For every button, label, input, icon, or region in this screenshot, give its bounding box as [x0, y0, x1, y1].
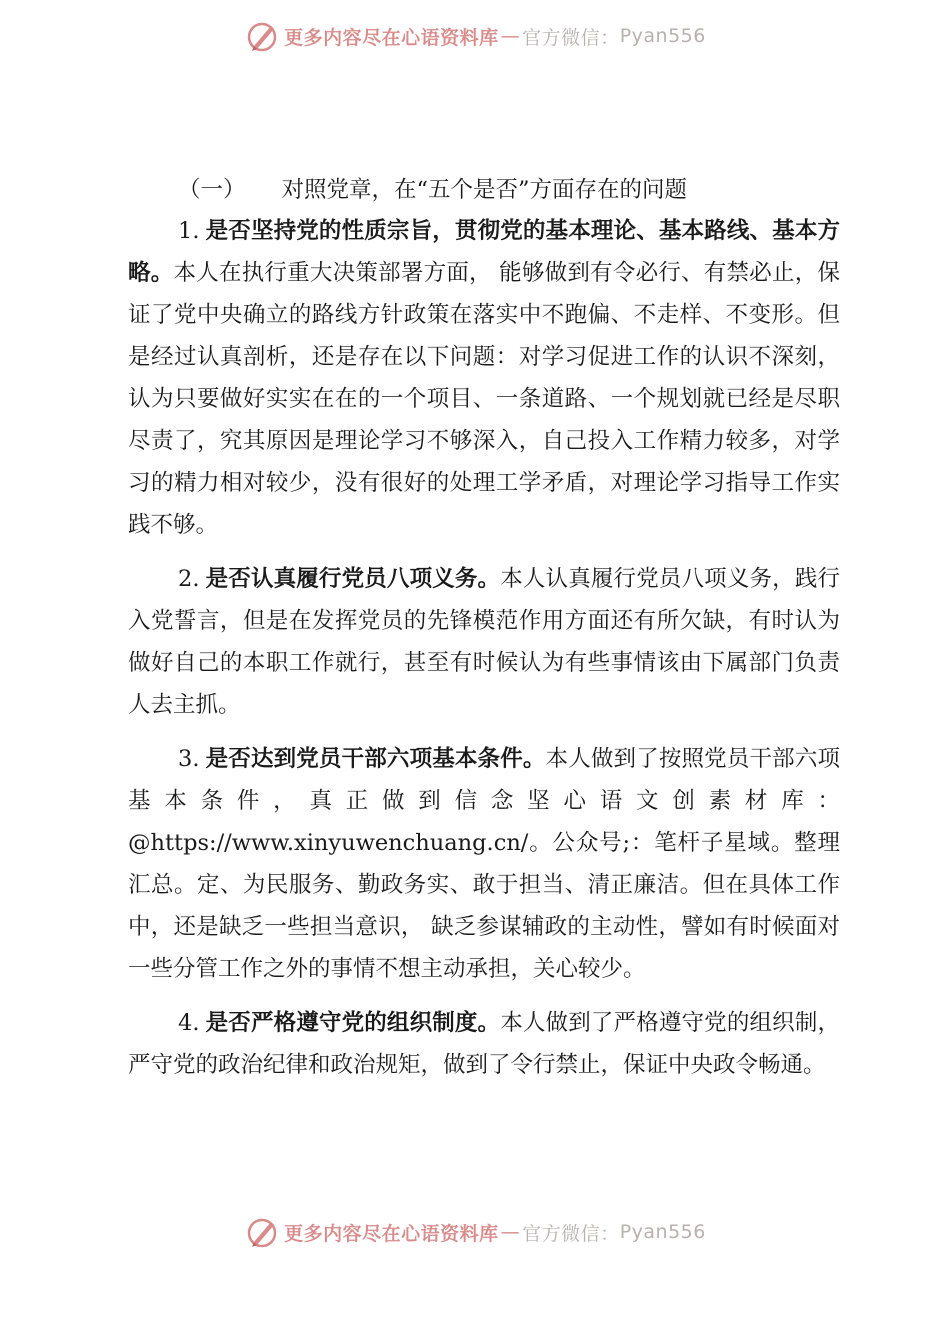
- paragraph-3: [128, 738, 840, 990]
- paragraph-bold-lead: 是否坚持党的性质宗旨，贯彻党的基本理论、基本路线、基本方略。: [128, 218, 840, 286]
- watermark-text-red: 更多内容尽在心语资料库: [284, 26, 499, 49]
- paragraph-1: [128, 210, 840, 546]
- paragraph-text: 本人做到了按照党员干部六项基本条件，真正做到信念坚心语文创素材库：@https://www.xinyuwenchuang.cn/。公众号;：笔杆子星域。整理汇总。定、为民服务、勤政务实、敢于担当、清正廉洁。但在具体工作中，还是缺乏一些担当意识， 缺乏参谋辅政的主动性，譬如有时候面对一些分管工作之外的事情不想主动承担，关心较少。: [128, 746, 840, 982]
- paragraph-number: 4.: [178, 1010, 200, 1036]
- pen-logo-icon: [244, 18, 280, 54]
- watermark-dash: —: [500, 1221, 521, 1243]
- paragraph-text: 本人认真履行党员八项义务，践行入党誓言，但是在发挥党员的先锋模范作用方面还有所欠缺，有时认为做好自己的本职工作就行，甚至有时候认为有些事情该由下属部门负责人去主抓。: [128, 566, 840, 718]
- watermark-wechat-id: Pyan556: [619, 1221, 706, 1243]
- paragraph-number: 1.: [178, 218, 200, 244]
- watermark-text-gray: 官方微信：: [522, 26, 620, 49]
- paragraph-text: 本人在执行重大决策部署方面， 能够做到有令必行、有禁必止，保证了党中央确立的路线方针政策在落实中不跑偏、不走样、不变形。但是经过认真剖析，还是存在以下问题：对学习促进工作的认识不深刻，认为只要做好实实在在的一个项目、一条道路、一个规划就已经是尽职尽责了，究其原因是理论学习不够深入，自己投入工作精力较多，对学习的精力相对较少，没有很好的处理工学矛盾，对理论学习指导工作实践不够。: [128, 260, 840, 538]
- watermark-banner-top: [0, 16, 950, 56]
- watermark-wechat-id: Pyan556: [619, 25, 706, 47]
- paragraph-4: [128, 1002, 840, 1086]
- paragraph-number: 3.: [178, 746, 200, 772]
- paragraph-bold-lead: 是否达到党员干部六项基本条件。: [205, 746, 546, 772]
- watermark-text-red: 更多内容尽在心语资料库: [284, 1222, 499, 1245]
- paragraph-text: 本人做到了严格遵守党的组织制，严守党的政治纪律和政治规矩，做到了令行禁止，保证中央政令畅通。: [128, 1010, 840, 1078]
- paragraph-2: [128, 558, 840, 726]
- paragraph-number: 2.: [178, 566, 200, 592]
- section-heading: [178, 170, 840, 210]
- section-title: 对照党章，在“五个是否”方面存在的问题: [281, 177, 688, 203]
- paragraph-bold-lead: 是否严格遵守党的组织制度。: [205, 1010, 501, 1036]
- document-body: [128, 170, 840, 1098]
- watermark-text-gray: 官方微信：: [522, 1222, 620, 1245]
- watermark-dash: —: [500, 25, 521, 47]
- section-number: （一）: [178, 177, 246, 203]
- pen-logo-icon: [244, 1214, 280, 1250]
- watermark-banner-bottom: [0, 1212, 950, 1252]
- paragraph-bold-lead: 是否认真履行党员八项义务。: [205, 566, 501, 592]
